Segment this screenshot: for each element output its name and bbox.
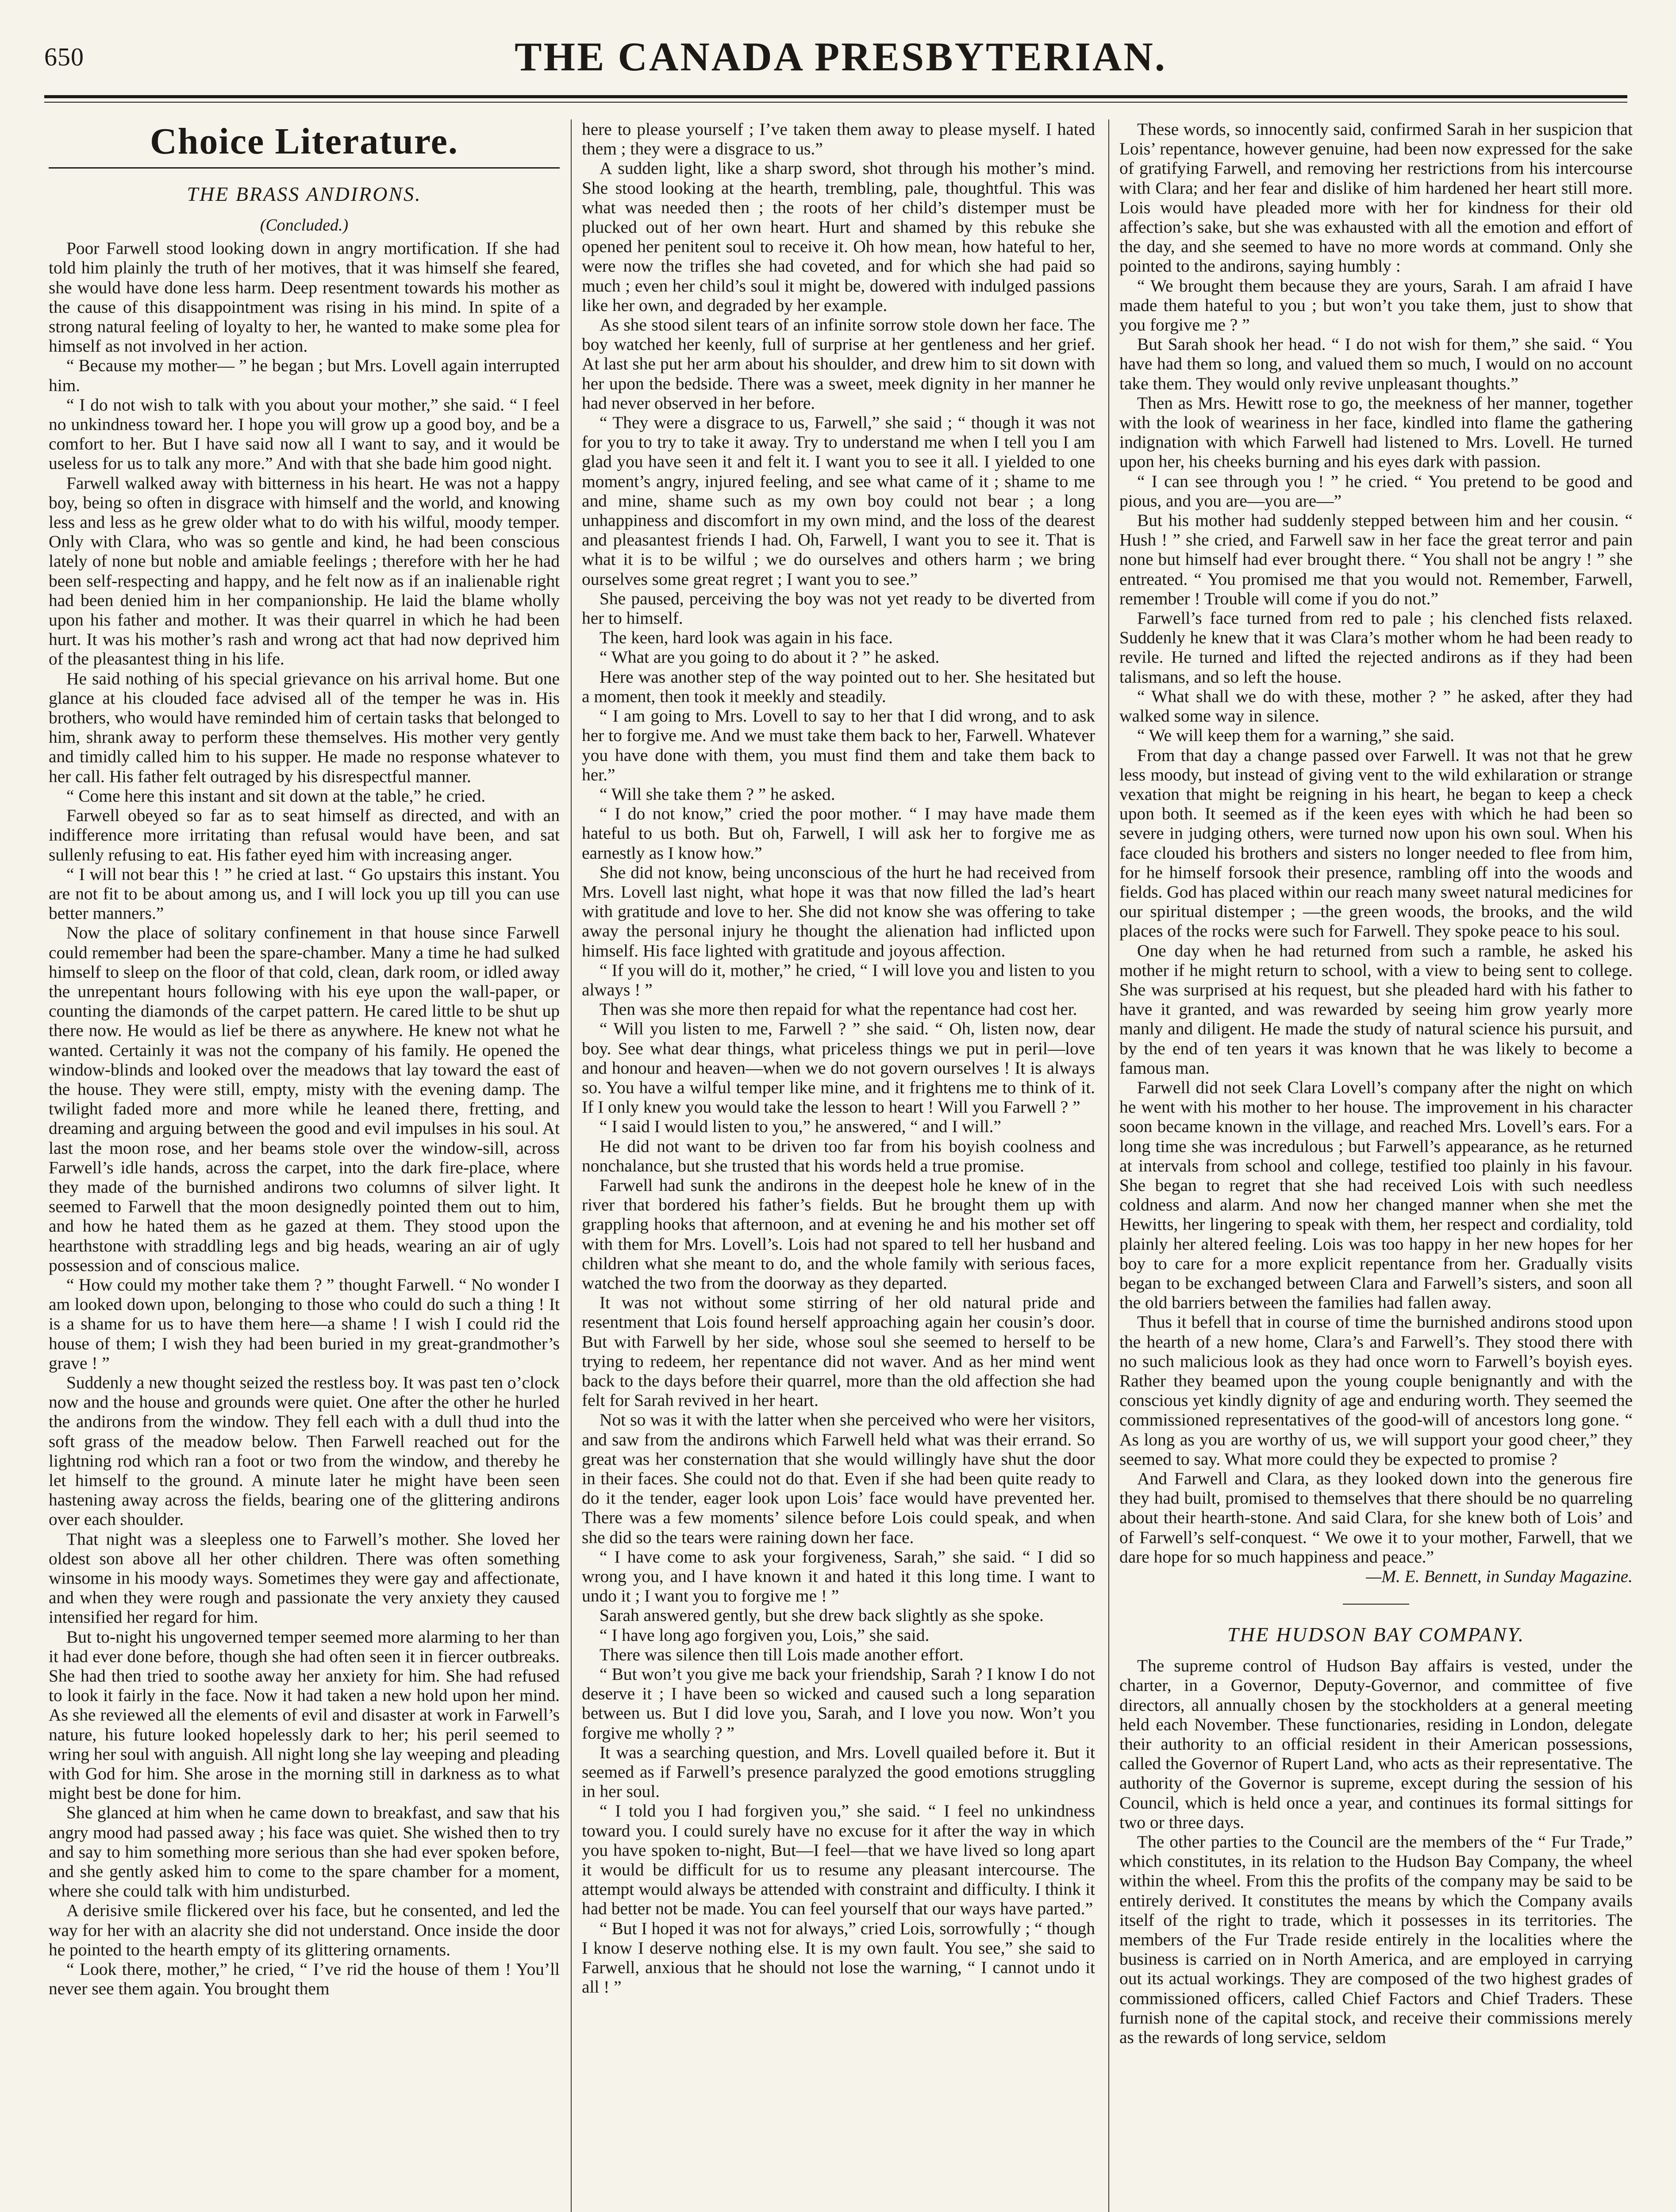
paragraph: “ I told you I had forgiven you,” she said. “ I feel no unkindness toward you. I could surely have no excuse for it after the way in which you have spoken to-night, But—I feel—that we have lived so long apart it would be difficult for us to resume any pleasant intercourse. The attempt would always be attended with constraint and difficulty. I think it had better not be made. You can feel yourself that our ways have parted.” (582, 1801, 1095, 1919)
section-title: Choice Literature. (150, 121, 458, 162)
paragraph: “ I will not bear this ! ” he cried at last. “ Go upstairs this instant. You are not fit to be about among us, and I will lock you up till you can use better manners.” (49, 864, 560, 923)
article-title: THE HUDSON BAY COMPANY. (1227, 1623, 1525, 1646)
column-2-body (582, 158, 1095, 1997)
paragraph: She did not know, being unconscious of the hurt he had received from Mrs. Lovell last night, what hope it was that now filled the lad’s heart with gratitude and love to her. She did not know she was offering to take away the personal injury he thought the alienation had inflicted upon himself. His face lighted with gratitude and joyous affection. (582, 862, 1095, 960)
paragraph: But Sarah shook her head. “ I do not wish for them,” she said. “ You have had them so long, and valued them so much, I would on no account take them. They would only revive unpleasant thoughts.” (1119, 334, 1633, 393)
paragraph: “ But won’t you give me back your friendship, Sarah ? I know I do not deserve it ; I have been so wicked and caused such a long separation between us. But I did love you, Sarah, and I love you now. Won’t you forgive me wholly ? ” (582, 1664, 1095, 1743)
paragraph: He did not want to be driven too far from his boyish coolness and nonchalance, but she trusted that his words held a true promise. (582, 1136, 1095, 1175)
paragraph: Then as Mrs. Hewitt rose to go, the meekness of her manner, together with the look of weariness in her face, kindled into flame the gathering indignation with which Farwell had listened to Mrs. Lovell. He turned upon her, his cheeks burning and his eyes dark with passion. (1119, 393, 1633, 472)
paragraph: She glanced at him when he came down to breakfast, and saw that his angry mood had passed away ; his face was quiet. She wished then to try and say to him something more serious than she had ever spoken before, and she gently asked him to come to the spare chamber for a moment, where she could talk with him undisturbed. (49, 1803, 560, 1901)
paragraph: “ How could my mother take them ? ” thought Farwell. “ No wonder I am looked down upon, belonging to those who could do such a thing ! It is a shame for us to have them here—a shame ! I wish I could rid the house of them; I wish they had been buried in my great-grandmother’s grave ! ” (49, 1275, 560, 1373)
paragraph: As she stood silent tears of an infinite sorrow stole down her face. The boy watched her keenly, full of surprise at her gentleness and her grief. At last she put her arm about his shoulder, and drew him to sit down with her upon the bedside. There was a sweet, meek dignity in her manner he had never observed in her before. (582, 315, 1095, 413)
paragraph: These words, so innocently said, confirmed Sarah in her suspicion that Lois’ repentance, however genuine, had been now expressed for the sake of gratifying Farwell, and removing her restrictions from his intercourse with Clara; and her fear and dislike of him hardened her heart still more. Lois would have pleaded more with her for kindness for their old affection’s sake, but she was exhausted with all the emotion and effort of the day, and she seemed to have no more words at command. Only she pointed to the andirons, saying humbly : (1119, 119, 1633, 276)
paragraph: “ They were a disgrace to us, Farwell,” she said ; “ though it was not for you to try to take it away. Try to understand me when I tell you I am glad you have seen it and felt it. I want you to see it all. I yielded to one moment’s angry, injured feeling, and see what came of it ; shame to me and mine, shame such as my own boy could not bear ; a long unhappiness and discomfort in my own mind, and the loss of the dearest and pleasantest friends I had. Oh, Farwell, I want you to see it. That is what it is to be wilful ; we do ourselves and others harm ; we bring ourselves some great regret ; I want you to see.” (582, 413, 1095, 589)
paragraph: “ I have long ago forgiven you, Lois,” she said. (600, 1625, 930, 1645)
story-attribution: —M. E. Bennett, in Sunday Magazine. (1366, 1567, 1633, 1586)
paragraph: “ I do not wish to talk with you about your mother,” she said. “ I feel no unkindness toward her. I hope you will grow up a good boy, and be a comfort to her. But I have said now all I want to say, and it would be useless for us to talk any more.” And with that she bade him good night. (49, 395, 560, 473)
paragraph: The keen, hard look was again in his face. (600, 628, 893, 648)
header-rule-thin (44, 102, 1627, 103)
paragraph: Now the place of solitary confinement in that house since Farwell could remember had been the spare-chamber. Many a time he had sulked himself to sleep on the floor of that cold, clean, dark room, or idled away the unrepentant hours following with his eye upon the wall-paper, or counting the diamonds of the carpet pattern. He cared little to be shut up there now. He would as lief be there as anywhere. He knew not what he wanted. Certainly it was not the company of his family. He opened the window-blinds and looked over the meadows that lay toward the east of the house. They were still, empty, misty with the evening damp. The twilight faded more and more while he leaned there, fretting, and dreaming and arguing between the good and evil impulses in his soul. At last the moon rose, and her beams stole over the window-sill, across Farwell’s idle hands, across the carpet, into the dark fire-place, where they made of the burnished andirons two columns of silver light. It seemed to Farwell that the moon designedly pointed them out to him, and how he hated them as he gazed at them. They stood upon the hearthstone with straddling legs and big heads, wearing an air of ugly possession and of conscious malice. (49, 923, 560, 1275)
paragraph: “ I do not know,” cried the poor mother. “ I may have made them hateful to us both. But oh, Farwell, I will ask her to forgive me as earnestly as I know how.” (582, 804, 1095, 863)
paragraph: “ I can see through you ! ” he cried. “ You pretend to be good and pious, and you are—you are—” (1119, 471, 1633, 511)
story-status: (Concluded.) (260, 216, 349, 234)
paragraph: One day when he had returned from such a ramble, he asked his mother if he might return to school, with a view to being sent to college. She was surprised at his request, but she pleaded hard with his father to have it granted, and was rewarded by seeing him grow yearly more manly and diligent. He made the study of natural science his pursuit, and by the end of ten years it was known that he was likely to become a famous man. (1119, 941, 1633, 1078)
paragraph: From that day a change passed over Farwell. It was not that he grew less moody, but instead of giving vent to the wild exhilaration or strange vexation that might be reigning in his heart, he began to keep a check upon both. It seemed as if the keen eyes with which he had been so severe in judging others, were turned now upon his own soul. When his face clouded his brothers and sisters no longer needed to flee from him, for he himself forsook their presence, rambling off into the woods and fields. God has placed within our reach many sweet natural medicines for our spiritual distemper ; —the green woods, the brooks, and the wild places of the rocks were such for Farwell. They spoke peace to his soul. (1119, 745, 1633, 941)
column-3-body (1119, 119, 1633, 1567)
paragraph: The other parties to the Council are the members of the “ Fur Trade,” which constitutes, in its relation to the Hudson Bay Company, the wheel within the wheel. From this the profits of the company may be said to be entirely derived. It constitutes the means by which the Company avails itself of the right to trade, which it possesses in its territories. The members of the Fur Trade reside entirely in the localities where the business is carried on in North America, and are employed in carrying out its actual workings. They are composed of the two highest grades of commissioned officers, called Chief Factors and Chief Traders. These furnish none of the capital stock, and receive their commissions merely as the rewards of long service, seldom (1119, 1832, 1633, 2047)
paragraph: “ Will you listen to me, Farwell ? ” she said. “ Oh, listen now, dear boy. See what dear things, what priceless things we put in peril—love and honour and heaven—when we do not govern ourselves ! It is always so. You have a wilful temper like mine, and it frightens me to think of it. If I only knew you would take the lesson to heart ! Will you Farwell ? ” (582, 1019, 1095, 1117)
paragraph: “ We brought them because they are yours, Sarah. I am afraid I have made them hateful to you ; but won’t you take them, just to show that you forgive me ? ” (1119, 276, 1633, 335)
paragraph: “ If you will do it, mother,” he cried, “ I will love you and listen to you always ! ” (582, 960, 1095, 999)
paragraph: Then was she more then repaid for what the repentance had cost her. (600, 999, 1077, 1019)
paragraph: Farwell’s face turned from red to pale ; his clenched fists relaxed. Suddenly he knew that it was Clara’s mother whom he had been ready to revile. He turned and lifted the rejected andirons as if they had been talismans, and so left the house. (1119, 608, 1633, 687)
paragraph: Farwell did not seek Clara Lovell’s company after the night on which he went with his mother to her house. The improvement in his character soon became known in the village, and reached Mrs. Lovell’s ears. For a long time she was incredulous ; but Farwell’s appearance, as he returned at intervals from school and college, testified too plainly in his favour. She began to regret that she had received Lois with such needless coldness and alarm. And now her changed manner when she met the Hewitts, her lingering to speak with them, her respect and cordiality, told plainly her altered feeling. Lois was too happy in her new hopes for her boy to care for a more explicit repentance from her. Gradually visits began to be exchanged between Clara and Farwell’s sisters, and soon all the old barriers between the families had fallen away. (1119, 1077, 1633, 1313)
paragraph: “ We will keep them for a warning,” she said. (1137, 726, 1454, 745)
paragraph: “ I am going to Mrs. Lovell to say to her that I did wrong, and to ask her to forgive me. And we must take them back to her, Farwell. Whatever you have done with them, you must find them and take them back to her.” (582, 706, 1095, 784)
column-1-body (49, 238, 560, 1998)
paragraph-continued: here to please yourself ; I’ve taken them away to please myself. I hated them ; they were a disgrace to us.” (582, 119, 1095, 159)
paragraph: “ What are you going to do about it ? ” he asked. (600, 647, 940, 667)
paragraph: “ I have come to ask your forgiveness, Sarah,” she said. “ I did so wrong you, and I have known it and hated it this long time. I want to undo it ; I want you to forgive me ! ” (582, 1547, 1095, 1606)
paragraph: But to-night his ungoverned temper seemed more alarming to her than it had ever done before, though she had often seen it in fiercer outbreaks. She had then tried to soothe away her anxiety for him. She had refused to look it fairly in the face. Now it had taken a new hold upon her mind. As she reviewed all the elements of evil and disaster at work in Farwell’s nature, his future looked hopelessly dark to her; his peril seemed to wring her soul with anguish. All night long she lay weeping and pleading with God for him. She arose in the morning still in darkness as to what might best be done for him. (49, 1627, 560, 1803)
paragraph: There was silence then till Lois made another effort. (600, 1644, 964, 1664)
paragraph: “ Look there, mother,” he cried, “ I’ve rid the house of them ! You’ll never see them again. You brought them (49, 1959, 560, 1999)
paragraph: “ Because my mother— ” he began ; but Mrs. Lovell again interrupted him. (49, 356, 560, 395)
paragraph: “ What shall we do with these, mother ? ” he asked, after they had walked some way in silence. (1119, 686, 1633, 726)
paragraph: Farwell had sunk the andirons in the deepest hole he knew of in the river that bordered his father’s fields. But he brought them up with grappling hooks that afternoon, and at evening he and his mother set off with them for Mrs. Lovell’s. Lois had not spared to tell her husband and children what she meant to do, and the whole family with serious faces, watched the two from the doorway as they departed. (582, 1175, 1095, 1293)
column-2 (582, 119, 1095, 2212)
paragraph: Not so was it with the latter when she perceived who were her visitors, and saw from the andirons which Farwell held what was their errand. So great was her consternation that she would willingly have shut the door in their faces. She could not do that. Even if she had been quite ready to do it the tender, eager look upon Lois’ face would have prevented her. There was a few moments’ silence before Lois could speak, and when she did so the tears were raining down her face. (582, 1410, 1095, 1547)
paragraph: It was a searching question, and Mrs. Lovell quailed before it. But it seemed as if Farwell’s presence paralyzed the good emotions struggling in her soul. (582, 1742, 1095, 1801)
paragraph: The supreme control of Hudson Bay affairs is vested, under the charter, in a Governor, Deputy-Governor, and committee of five directors, all annually chosen by the stockholders at a general meeting held each November. These functionaries, residing in London, delegate their authority to an official resident in their American possessions, called the Governor of Rupert Land, who acts as their representative. The authority of the Governor is supreme, except during the session of his Council, which is held once a year, and continues its formal sittings for two or three days. (1119, 1656, 1633, 1832)
paragraph: She paused, perceiving the boy was not yet ready to be diverted from her to himself. (582, 588, 1095, 628)
publication-title: THE CANADA PRESBYTERIAN. (515, 34, 1167, 79)
column-3 (1119, 119, 1633, 2212)
paragraph: Poor Farwell stood looking down in angry mortification. If she had told him plainly the truth of her motives, that it was himself she feared, she would have done less harm. Deep resentment towards his mother as the cause of this disappointment was rising in his mind. In spite of a strong natural feeling of loyalty to her, he wanted to make some plea for himself as not involved in her action. (49, 238, 560, 356)
story-title: THE BRASS ANDIRONS. (187, 183, 422, 205)
column-1 (49, 119, 560, 2212)
paragraph: A derisive smile flickered over his face, but he consented, and led the way for her with an alacrity she did not understand. Once inside the door he pointed to the hearth empty of its glittering ornaments. (49, 1901, 560, 1959)
article-separator (1343, 1604, 1409, 1605)
paragraph: That night was a sleepless one to Farwell’s mother. She loved her oldest son above all her other children. There was often something winsome in his moody ways. Sometimes they were gay and affectionate, and when they were rough and passionate the very anxiety they caused intensified her regard for him. (49, 1529, 560, 1627)
paragraph: Farwell walked away with bitterness in his heart. He was not a happy boy, being so often in disgrace with himself and the world, and knowing less and less as he grew older what to do with his wilful, moody temper. Only with Clara, who was so gentle and kind, he had been conscious lately of none but noble and amiable feelings ; therefore with her he had been self-respecting and happy, and he felt now as if an inalienable right had been denied him in her companionship. He laid the blame wholly upon his father and mother. It was their quarrel in which he had been hurt. It was his mother’s rash and wrong act that had now deprived him of the pleasantest thing in his life. (49, 473, 560, 669)
header-rule (44, 95, 1627, 98)
paragraph: It was not without some stirring of her old natural pride and resentment that Lois found herself approaching again her cousin’s door. But with Farwell by her side, whose soul she seemed to herself to be trying to redeem, her repentance did not waver. And as her mind went back to the days before their quarrel, more than the old affection she had felt for Sarah revived in her heart. (582, 1293, 1095, 1410)
page-number: 650 (44, 42, 84, 71)
article-2-body (1119, 1656, 1633, 2047)
paragraph: “ Come here this instant and sit down at the table,” he cried. (66, 786, 486, 806)
paragraph: Here was another step of the way pointed out to her. She hesitated but a moment, then took it meekly and steadily. (582, 667, 1095, 706)
column-divider (571, 119, 572, 2212)
paragraph: He said nothing of his special grievance on his arrival home. But one glance at his clouded face advised all of the temper he was in. His brothers, who would have reminded him of certain tasks that belonged to him, shrank away to perform these themselves. His mother very gently and timidly called him to his supper. He made no response whatever to her call. His father felt outraged by his disrespectful manner. (49, 668, 560, 786)
paragraph: A sudden light, like a sharp sword, shot through his mother’s mind. She stood looking at the hearth, trembling, pale, thoughtful. This was what was needed then ; the roots of her child’s distemper must be plucked out of her own heart. Hurt and shamed by this rebuke she opened her penitent soul to receive it. Oh how mean, how hateful to her, were now the trifles she had coveted, and for which she had paid so much ; even her child’s soul it might be, dowered with indulged passions like her own, and degraded by her example. (582, 158, 1095, 315)
paragraph: “ But I hoped it was not for always,” cried Lois, sorrowfully ; “ though I know I deserve nothing else. It is my own fault. You see,” she said to Farwell, anxious that he should not lose the warning, “ I cannot undo it all ! ” (582, 1918, 1095, 1997)
section-title-rule (49, 167, 560, 169)
paragraph: “ I said I would listen to you,” he answered, “ and I will.” (600, 1117, 1001, 1137)
column-divider (1108, 119, 1109, 2212)
paragraph: Farwell obeyed so far as to seat himself as directed, and with an indifference more irritating than refusal would have been, and sat sullenly refusing to eat. His father eyed him with increasing anger. (49, 806, 560, 864)
paragraph: But his mother had suddenly stepped between him and her cousin. “ Hush ! ” she cried, and Farwell saw in her face the great terror and pain none but himself had ever brought there. “ You shall not be angry ! ” she entreated. “ You promised me that you would not. Remember, Farwell, remember ! Trouble will come if you do not.” (1119, 511, 1633, 608)
paragraph: “ Will she take them ? ” he asked. (600, 784, 835, 804)
paragraph: Suddenly a new thought seized the restless boy. It was past ten o’clock now and the house and grounds were quiet. One after the other he hurled the andirons from the window. They fell each with a dull thud into the soft grass of the meadow below. Then Farwell reached out for the lightning rod which ran a foot or two from the window, and thereby he let himself to the ground. A minute later he might have been seen hastening away across the fields, bearing one of the glittering andirons over each shoulder. (49, 1372, 560, 1529)
paragraph: Thus it befell that in course of time the burnished andirons stood upon the hearth of a new home, Clara’s and Farwell’s. They stood there with no such malicious look as they had once worn to Farwell’s boyish eyes. Rather they beamed upon the young couple benignantly and with the conscious yet kindly dignity of age and enduring worth. They seemed the commissioned representatives of the good-will of ancestors long gone. “ As long as you are worthy of us, we will support your good cheer,” they seemed to say. What more could they be expected to promise ? (1119, 1312, 1633, 1469)
paragraph: Sarah answered gently, but she drew back slightly as she spoke. (600, 1605, 1044, 1625)
paragraph: And Farwell and Clara, as they looked down into the generous fire they had built, promised to themselves that there should be no quarreling about their hearth-stone. And said Clara, for she knew both of Lois’ and of Farwell’s self-conquest. “ We owe it to your mother, Farwell, that we dare hope for so much happiness and peace.” (1119, 1469, 1633, 1567)
